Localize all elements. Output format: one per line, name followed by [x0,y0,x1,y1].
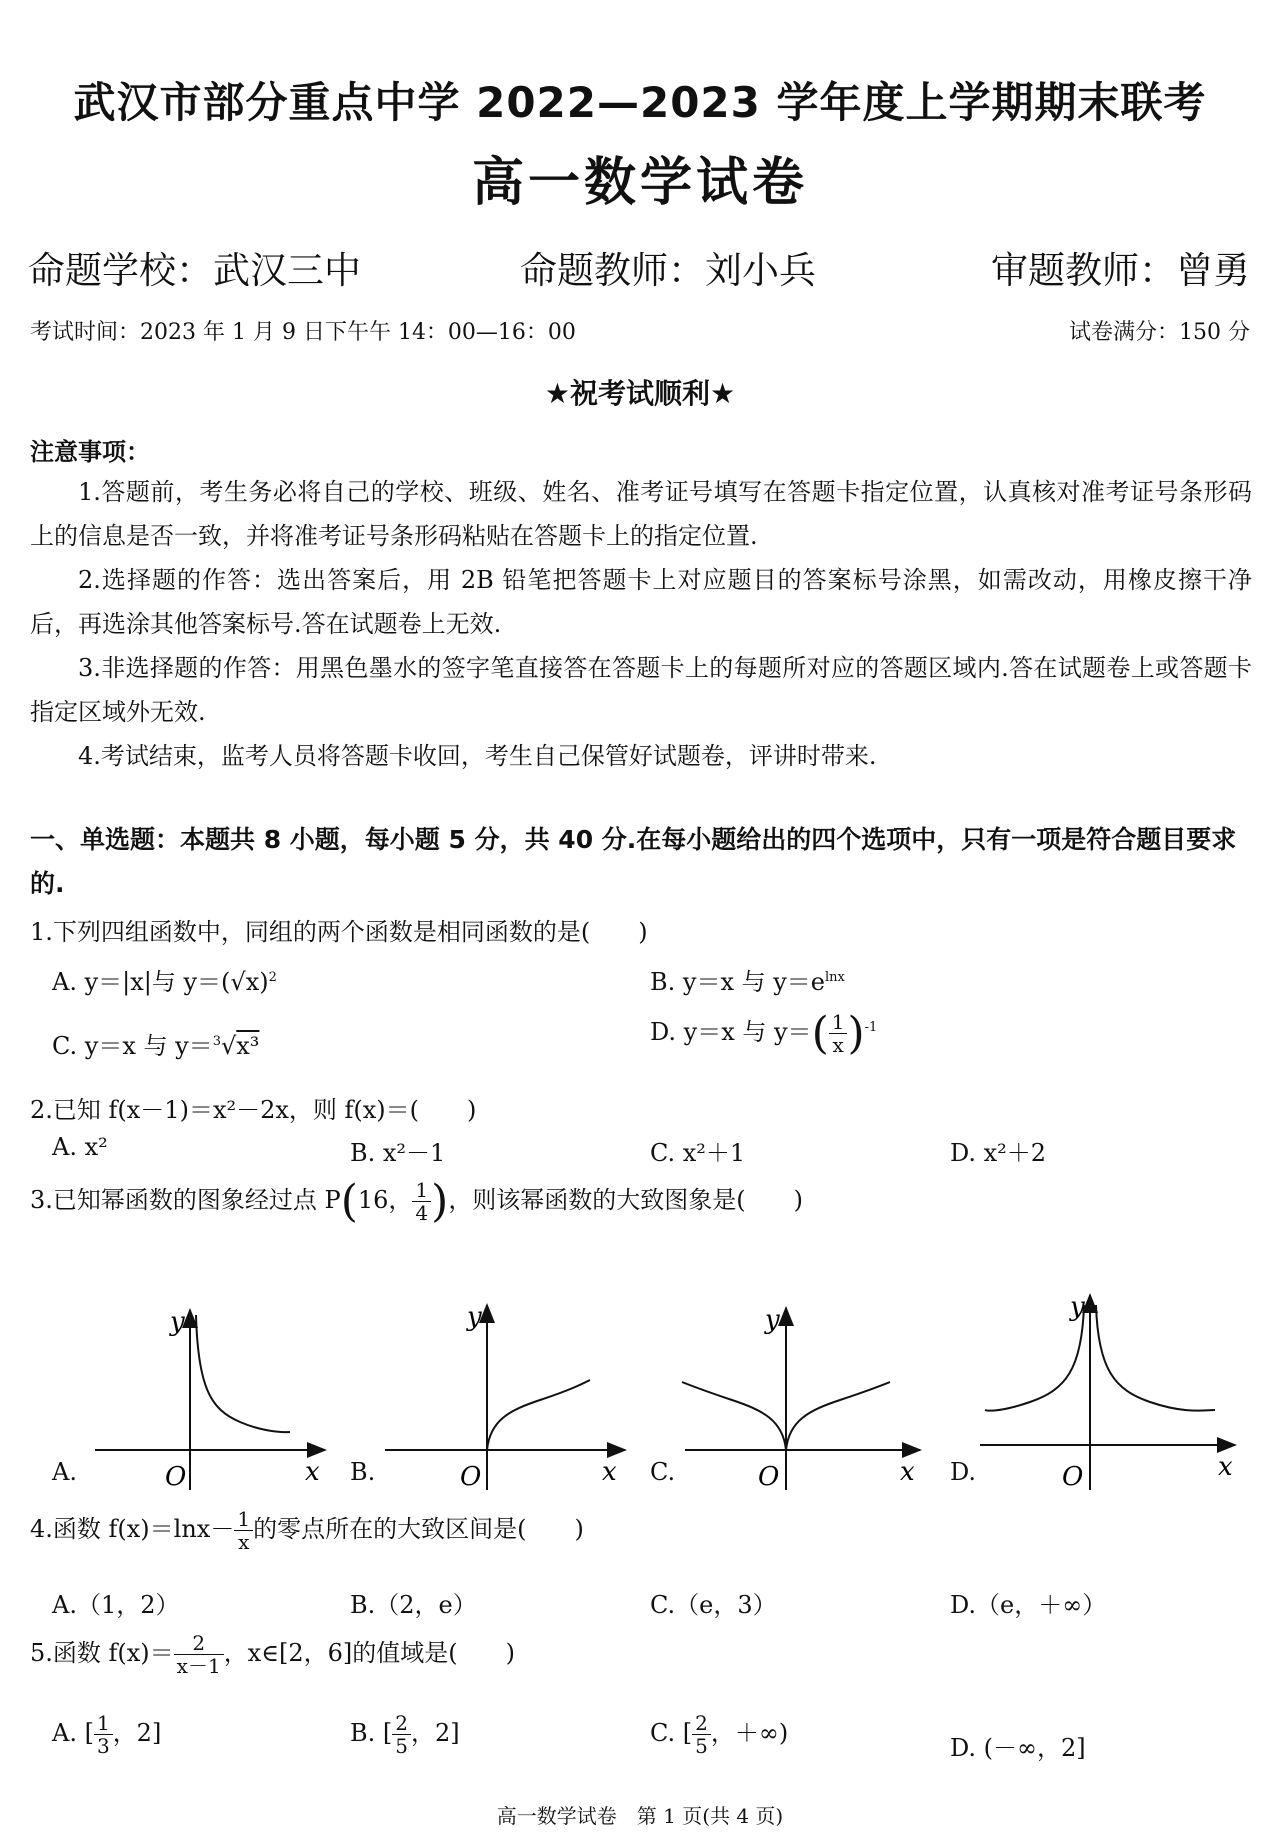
svg-text:x: x [602,1457,617,1487]
page-footer: 高一数学试卷 第 1 页(共 4 页) [496,1804,784,1828]
q3-stem: 3.已知幂函数的图象经过点 P(16， $\frac{1}{4}$ )，则该幂函数的大致图象是( ) [30,1176,804,1227]
q2-stem: 2.已知 f(x－1)＝x²－2x，则 f(x)＝( ) [30,1096,477,1124]
q2-option-a: A. x² [52,1133,108,1161]
note-item-3: 3.非选择题的作答：用黑色墨水的签字笔直接答在答题卡上的每题所对应的答题区域内.答在试题卷上或答题卡指定区域外无效. [30,654,1252,726]
svg-text:y: y [467,1302,482,1332]
q3a-y-label: y [170,1307,185,1337]
q3-graph-a [95,1307,325,1492]
exam-subtitle: 高一数学试卷 [471,153,808,213]
svg-text:O: O [758,1462,780,1492]
q1-option-a: A. y＝|x|与 $y=(√x)^2$ [52,968,277,996]
q3-graph-c [682,1305,920,1492]
q3a-origin: O [165,1462,187,1492]
q3-graph-label-d: D. [950,1458,977,1486]
svg-text:O: O [460,1462,482,1492]
q5-option-c: C. [ $\frac{2}{5}$ ，＋∞) [650,1711,789,1758]
q5-stem: 5.函数 f(x)＝ $\frac{2}{x-1}$ ，x∈[2，6]的值域是( ) [30,1631,515,1678]
q3-graph-label-b: B. [350,1458,376,1486]
q1-option-c: C. y＝x 与 y＝$^3$√x³ [52,1032,260,1060]
setter-teacher: 命题教师：刘小兵 [520,249,816,292]
q4-option-a: A.（1，2） [52,1591,180,1619]
q2-option-d: D. x²＋2 [950,1139,1047,1167]
section-heading: 一、单选题：本题共 8 小题，每小题 5 分，共 40 分.在每小题给出的四个选项中，只有一项是符合题目要求的. [30,825,1237,898]
exam-time: 考试时间：2023 年 1 月 9 日下午午 14：00—16：00 [30,320,576,345]
note-item-2: 2.选择题的作答：选出答案后，用 2B 铅笔把答题卡上对应题目的答案标号涂黑，如需改动，用橡皮擦干净后，再选涂其他答案标号.答在试题卷上无效. [30,566,1252,638]
exam-title: 武汉市部分重点中学 2022—2023 学年度上学期期末联考 [73,78,1207,127]
svg-text:O: O [1062,1462,1084,1492]
q4-stem: 4.函数 f(x)＝lnx－ $\frac{1}{x}$ 的零点所在的大致区间是( ) [30,1507,584,1554]
q3-graph-label-c: C. [650,1458,676,1486]
q4-option-c: C.（e，3） [650,1591,777,1619]
q5-option-b: B. [ $\frac{2}{5}$ ，2] [350,1711,460,1758]
reviewer-teacher: 审题教师：曾勇 [991,249,1250,292]
q5-option-a: A. [ $\frac{1}{3}$ ，2] [52,1711,162,1758]
notes-heading: 注意事项： [30,438,150,466]
q4-option-d: D.（e，＋∞） [950,1591,1107,1619]
full-score: 试卷满分：150 分 [1069,320,1250,345]
q1-stem: 1.下列四组函数中，同组的两个函数是相同函数的是( ) [30,918,648,946]
q5-option-d: D. (－∞，2] [950,1734,1086,1762]
svg-text:y: y [765,1305,780,1335]
q3a-x-label: x [305,1457,320,1487]
note-item-1: 1.答题前，考生务必将自己的学校、班级、姓名、准考证号填写在答题卡指定位置，认真核对准考证号条形码上的信息是否一致，并将准考证号条形码粘贴在答题卡上的指定位置. [30,478,1252,550]
q3-graph-d [980,1292,1235,1492]
q2-option-b: B. x²－1 [350,1139,446,1167]
note-item-4: 4.考试结束，监考人员将答题卡收回，考生自己保管好试题卷，评讲时带来. [78,742,877,770]
good-luck-banner: ★祝考试顺利★ [544,377,736,410]
svg-text:x: x [900,1457,915,1487]
q1-option-d: D. y＝x 与 y＝( $\frac{1}{x}$ )$^{-1}$ [650,1008,878,1059]
q3-graph-b [385,1302,625,1492]
setter-school: 命题学校：武汉三中 [28,249,361,292]
svg-text:y: y [1070,1292,1085,1322]
q3-graph-label-a: A. [52,1458,77,1486]
svg-text:x: x [1218,1452,1233,1482]
q2-option-c: C. x²＋1 [650,1139,746,1167]
q4-option-b: B.（2，e） [350,1591,477,1619]
q1-option-b: B. y＝x 与 $y=e^{lnx}$ [650,968,845,996]
